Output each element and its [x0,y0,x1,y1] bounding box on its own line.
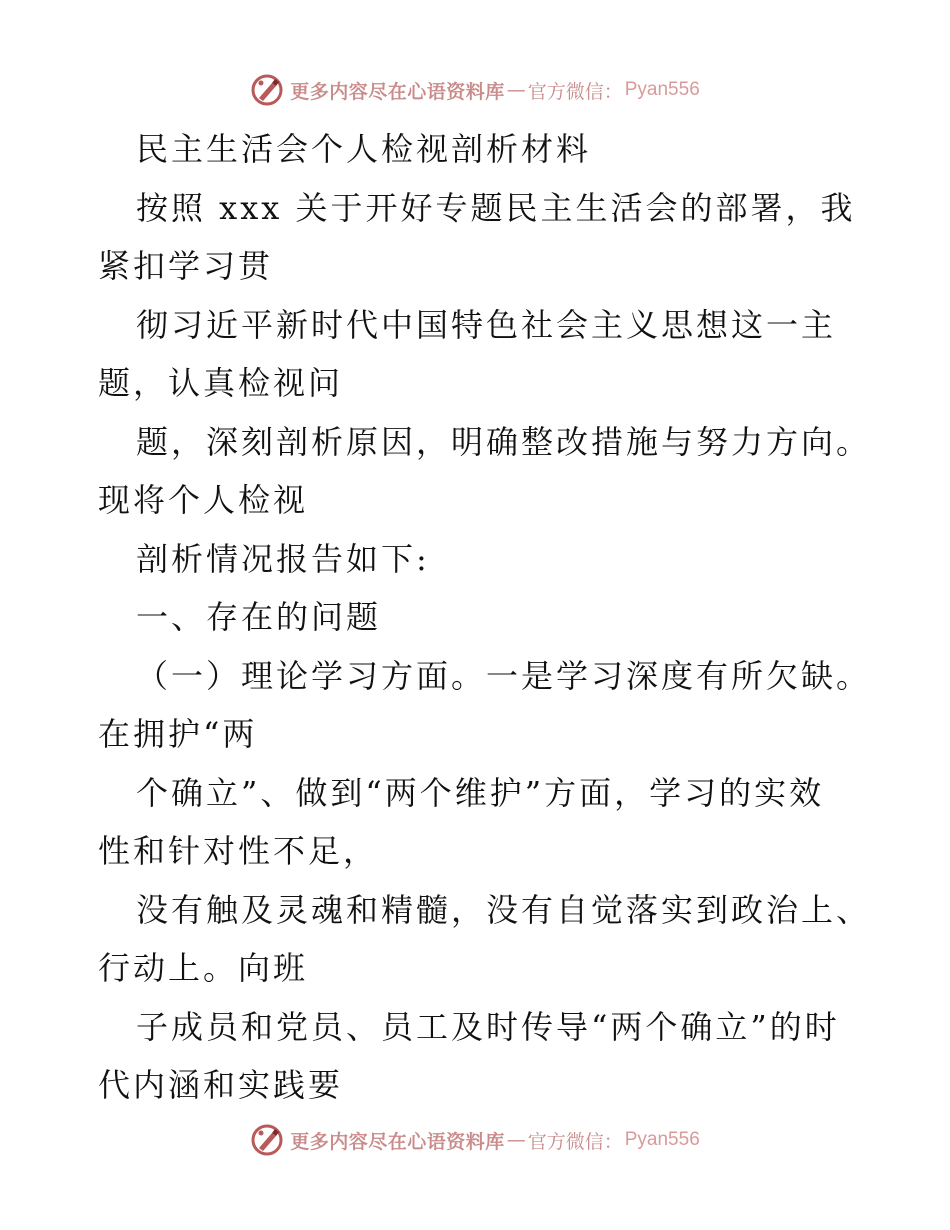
text-line: 按照 xxx 关于开好专题民主生活会的部署，我 [136,188,856,227]
text-line: 民主生活会个人检视剖析材料 [136,130,592,168]
pen-seal-icon [250,73,284,107]
text-line: 题，深刻剖析原因，明确整改措施与努力方向。 [136,422,872,461]
text-line: 代内涵和实践要 [98,1066,344,1104]
text-line: （一）理论学习方面。一是学习深度有所欠缺。 [136,656,872,695]
text-line: 现将个人检视 [98,481,309,519]
watermark-wechat-id: Pyan556 [624,1129,700,1150]
text-line: 行动上。向班 [98,949,309,987]
watermark-banner-bottom [0,1120,950,1160]
text-line: 子成员和党员、员工及时传导“两个确立”的时 [136,1007,840,1046]
text-line: 在拥护“两 [98,715,258,753]
watermark-banner-top [0,70,950,110]
watermark-wechat-label: 官方微信： [527,1130,623,1153]
watermark-dash: — [506,1129,526,1151]
watermark-text: 更多内容尽在心语资料库 [290,80,505,103]
pen-seal-icon [250,1123,284,1157]
watermark-wechat-id: Pyan556 [624,79,700,100]
text-line: 性和针对性不足， [98,832,379,870]
text-line: 一、存在的问题 [136,598,382,636]
text-line: 彻习近平新时代中国特色社会主义思想这一主 [136,305,837,344]
text-line: 剖析情况报告如下: [136,539,430,578]
watermark-dash: — [506,79,526,101]
text-line: 紧扣学习贯 [98,247,274,285]
text-line: 个确立”、做到“两个维护”方面，学习的实效 [136,773,825,812]
watermark-wechat-label: 官方微信： [527,80,623,103]
watermark-text: 更多内容尽在心语资料库 [290,1130,505,1153]
document-body [98,120,872,1115]
text-line: 没有触及灵魂和精髓，没有自觉落实到政治上、 [136,890,872,929]
text-line: 题，认真检视问 [98,364,344,402]
